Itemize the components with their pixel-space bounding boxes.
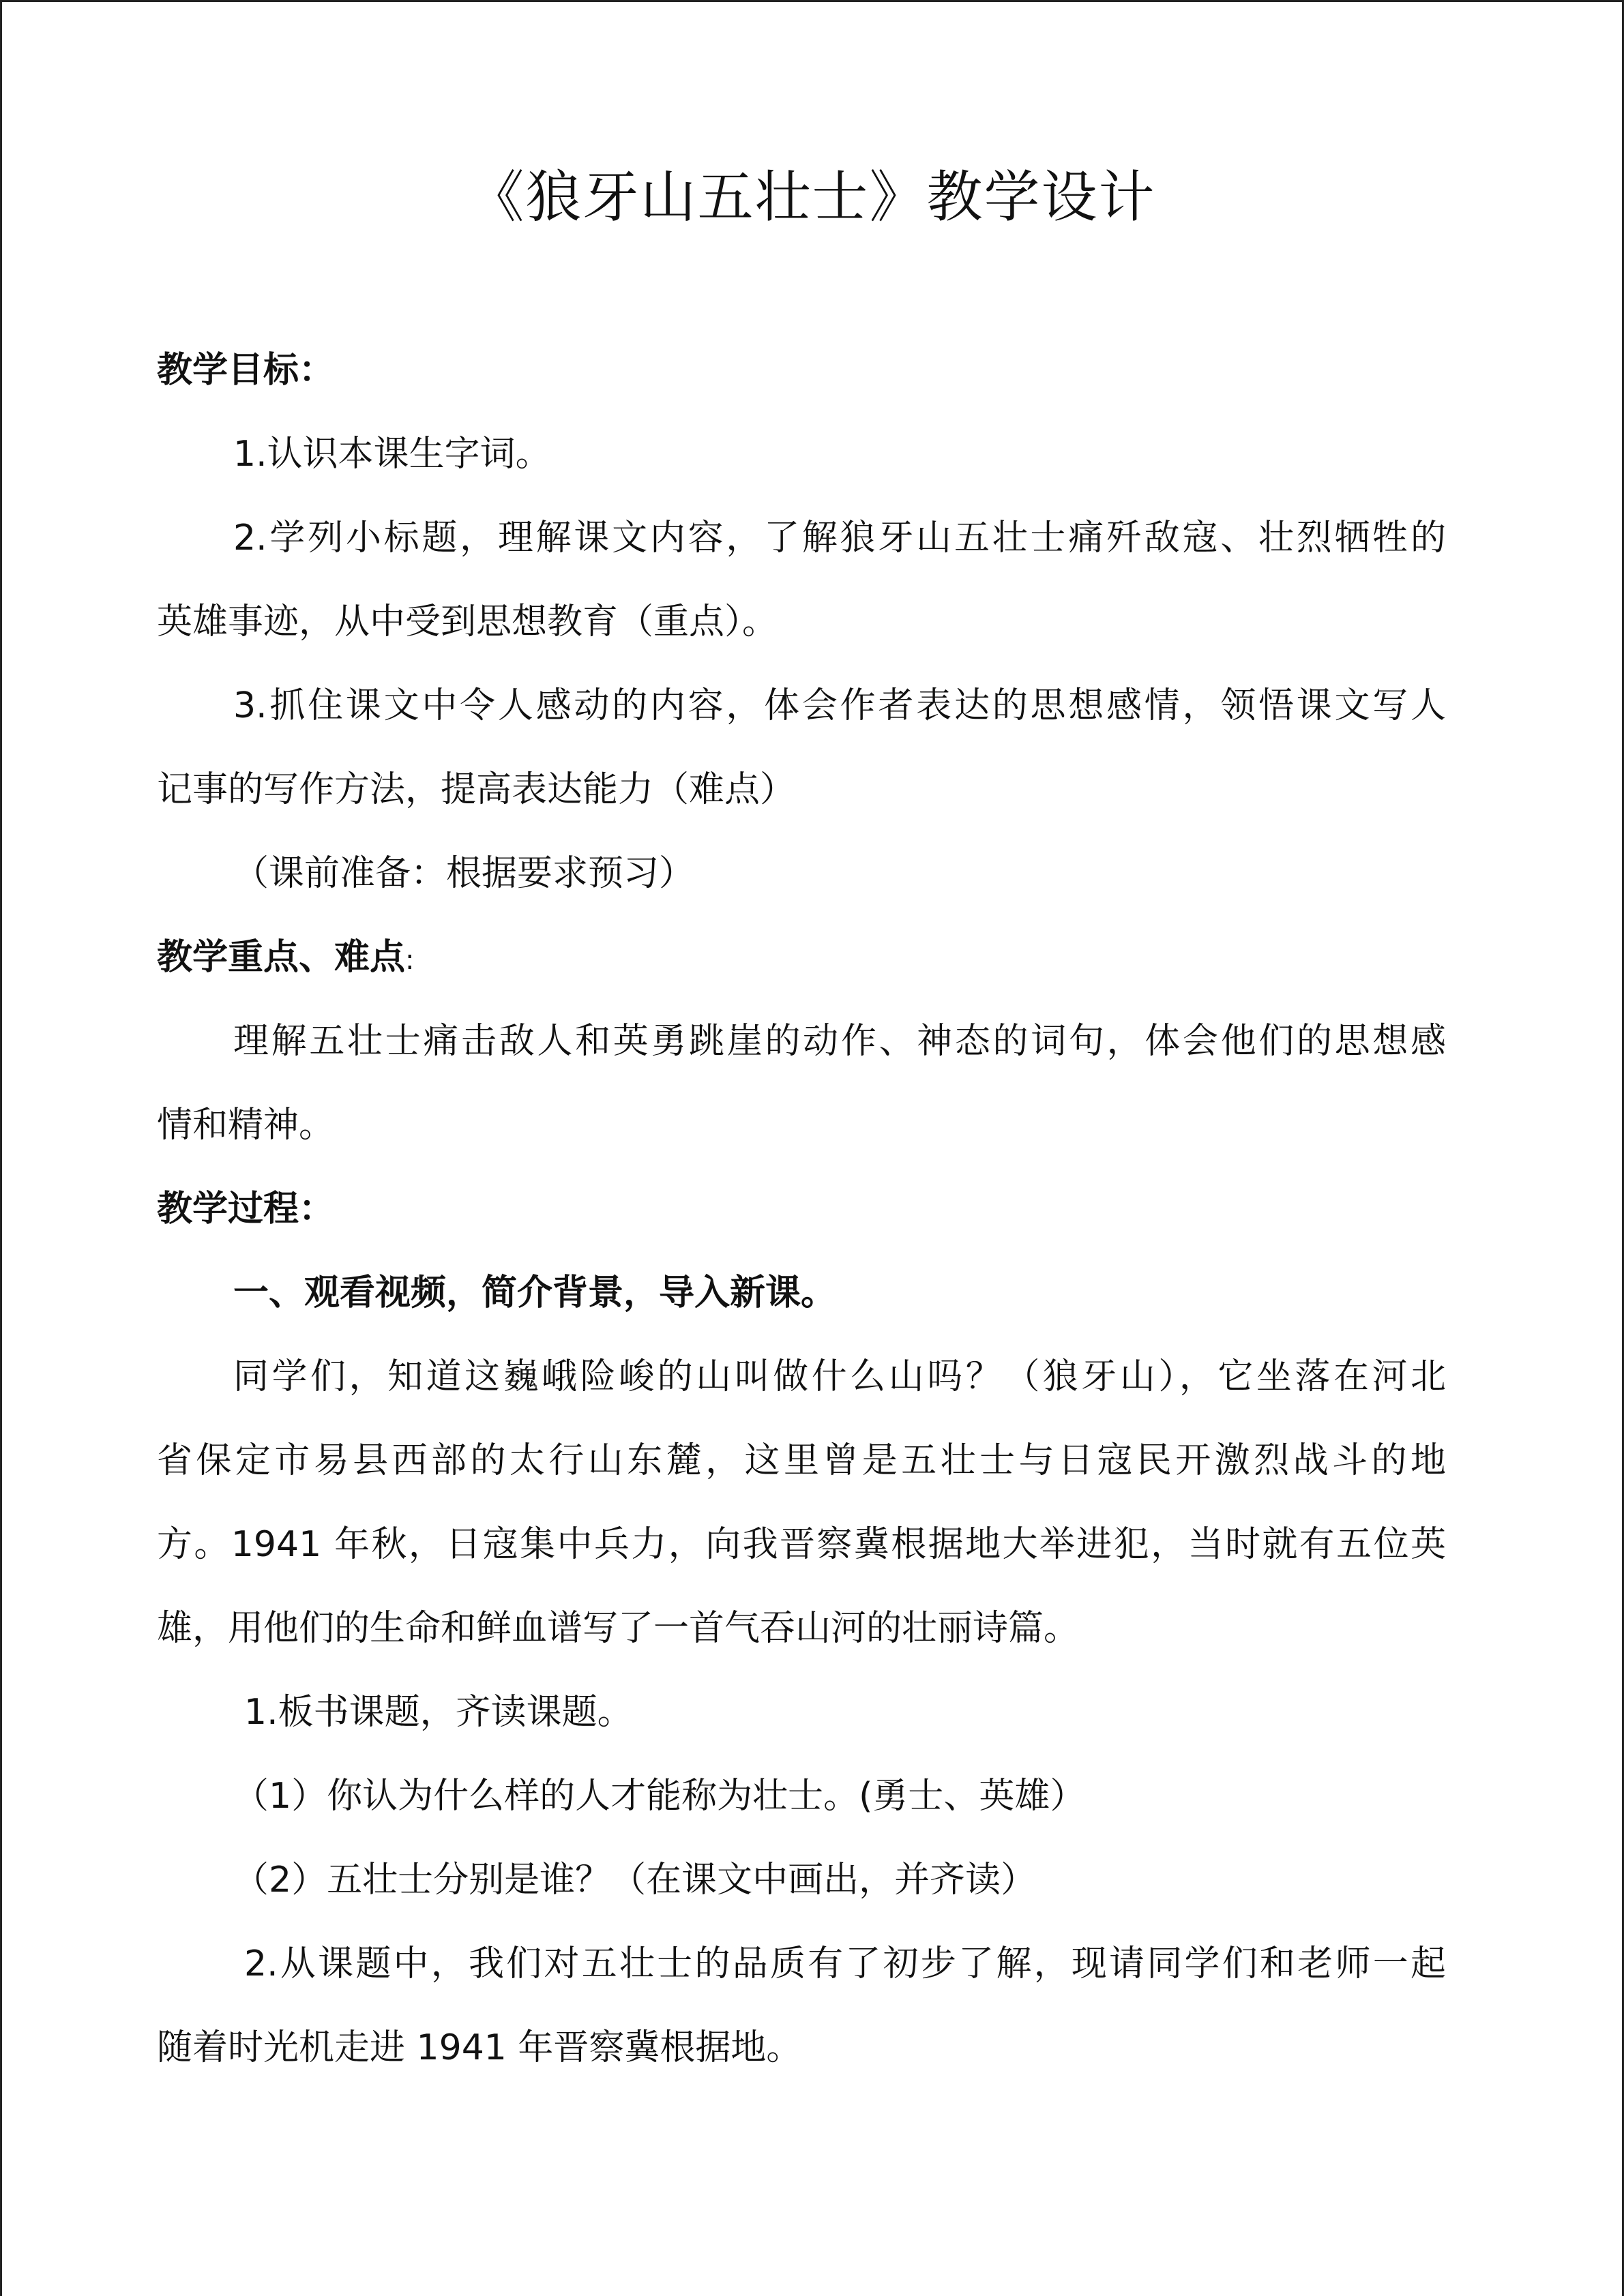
keypoints-line-1: 理解五壮士痛击敌人和英勇跳崖的动作、神态的词句，体会他们的思想感 (233, 1021, 1446, 1062)
intro-line-2: 省保定市易县西部的太行山东麓，这里曾是五壮士与日寇民开激烈战斗的地 (157, 1440, 1446, 1481)
goal-1: 1.认识本课生字词。 (233, 434, 551, 475)
page-top-border (0, 0, 1624, 2)
process-heading: 教学过程： (157, 1189, 335, 1229)
goal-3-line-1: 3.抓住课文中令人感动的内容，体会作者表达的思想感情，领悟课文写人 (233, 685, 1446, 726)
intro-line-3: 方。1941 年秋，日寇集中兵力，向我晋察冀根据地大举进犯，当时就有五位英 (157, 1524, 1446, 1565)
document-title: 《狼牙山五壮士》教学设计 (468, 165, 1156, 230)
intro-line-4: 雄，用他们的生命和鲜血谱写了一首气吞山河的壮丽诗篇。 (157, 1608, 1080, 1649)
section-1-heading: 一、观看视频，简介背景，导入新课。 (233, 1272, 837, 1313)
question-2: （2）五壮士分别是谁？（在课文中画出，并齐读） (233, 1860, 1037, 1900)
keypoints-heading (157, 930, 1494, 987)
keypoints-heading-text: 教学重点、难点 (157, 937, 406, 978)
page-left-border (0, 0, 2, 2296)
goal-2-line-1: 2.学列小标题，理解课文内容，了解狼牙山五壮士痛歼敌寇、壮烈牺牲的 (233, 518, 1446, 558)
goals-heading: 教学目标： (157, 350, 335, 391)
goal-3-line-2: 记事的写作方法，提高表达能力（难点） (157, 769, 796, 810)
question-1: （1）你认为什么样的人才能称为壮士。(勇士、英雄） (233, 1776, 1086, 1817)
goal-2-line-2: 英雄事迹，从中受到思想教育（重点）。 (157, 601, 778, 642)
step-2-line-2: 随着时光机走进 1941 年晋察冀根据地。 (157, 2027, 802, 2068)
keypoints-line-2: 情和精神。 (157, 1105, 335, 1146)
intro-line-1: 同学们，知道这巍峨险峻的山叫做什么山吗？（狼牙山），它坐落在河北 (233, 1356, 1446, 1397)
prep-note: （课前准备：根据要求预习） (233, 853, 695, 894)
step-1: 1.板书课题，齐读课题。 (244, 1692, 633, 1733)
keypoints-heading-colon: : (405, 944, 415, 976)
step-2-line-1: 2.从课题中，我们对五壮士的品质有了初步了解，现请同学们和老师一起 (244, 1943, 1446, 1984)
